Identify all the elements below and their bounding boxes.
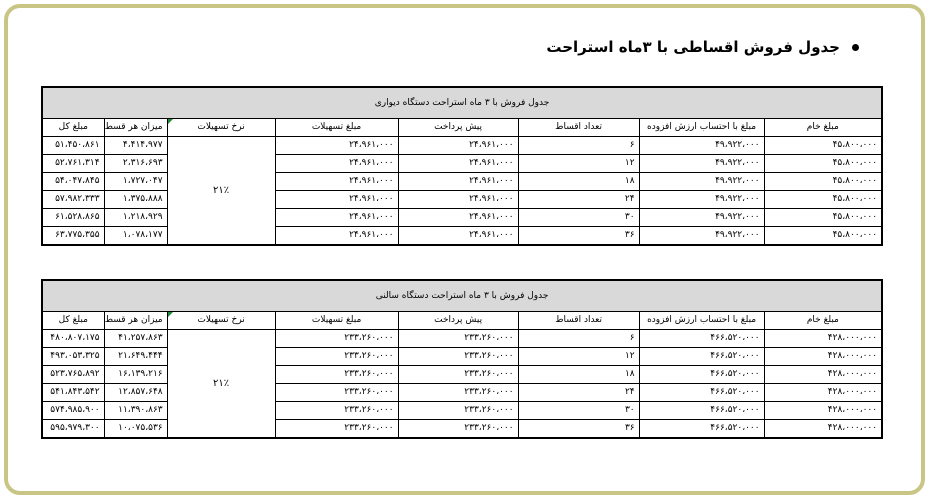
cell-down-payment: ۲۴،۹۶۱،۰۰۰ xyxy=(398,173,518,191)
cell-total-amount: ۵۷۴،۹۸۵،۹۰۰ xyxy=(42,402,104,420)
col-header-total-amount: مبلغ کل xyxy=(42,312,104,330)
cell-installment-amount: ۴۱،۲۵۷،۸۶۳ xyxy=(104,330,167,348)
cell-installment-amount: ۱۱،۳۹۰،۸۶۳ xyxy=(104,402,167,420)
cell-installment-count: ۲۴ xyxy=(518,384,639,402)
cell-loan-amount: ۲۴،۹۶۱،۰۰۰ xyxy=(275,227,398,246)
installment-table-wall-unit xyxy=(41,86,881,246)
page-heading xyxy=(546,38,859,56)
col-header-loan-rate: نرخ تسهیلات xyxy=(167,119,275,137)
cell-price-with-vat: ۴۶۶،۵۲۰،۰۰۰ xyxy=(639,402,764,420)
col-header-loan-amount: مبلغ تسهیلات xyxy=(275,312,398,330)
cell-total-amount: ۶۳،۷۷۵،۳۵۵ xyxy=(42,227,104,246)
cell-price-with-vat: ۴۹،۹۲۲،۰۰۰ xyxy=(639,137,764,155)
cell-down-payment: ۲۴،۹۶۱،۰۰۰ xyxy=(398,209,518,227)
col-header-loan-rate: نرخ تسهیلات xyxy=(167,312,275,330)
cell-installment-amount: ۱۰،۰۷۵،۵۳۶ xyxy=(104,420,167,439)
cell-installment-amount: ۱،۳۷۵،۸۸۸ xyxy=(104,191,167,209)
cell-installment-count: ۱۸ xyxy=(518,366,639,384)
cell-raw-price: ۴۲۸،۰۰۰،۰۰۰ xyxy=(764,366,882,384)
cell-installment-amount: ۴،۴۱۴،۹۷۷ xyxy=(104,137,167,155)
cell-total-amount: ۵۲،۷۶۱،۳۱۴ xyxy=(42,155,104,173)
header-row xyxy=(42,119,882,137)
cell-installment-count: ۳۰ xyxy=(518,402,639,420)
cell-raw-price: ۴۲۸،۰۰۰،۰۰۰ xyxy=(764,330,882,348)
cell-total-amount: ۵۴۱،۸۴۳،۵۴۲ xyxy=(42,384,104,402)
cell-loan-amount: ۲۳۳،۲۶۰،۰۰۰ xyxy=(275,366,398,384)
cell-installment-amount: ۲۱،۶۴۹،۴۴۴ xyxy=(104,348,167,366)
installment-table-hall-unit xyxy=(41,279,881,439)
table-title: جدول فروش با ۳ ماه استراحت دستگاه دیواری xyxy=(42,87,882,119)
cell-raw-price: ۴۲۸،۰۰۰،۰۰۰ xyxy=(764,402,882,420)
cell-loan-amount: ۲۳۳،۲۶۰،۰۰۰ xyxy=(275,330,398,348)
cell-raw-price: ۴۵،۸۰۰،۰۰۰ xyxy=(764,191,882,209)
cell-loan-amount: ۲۳۳،۲۶۰،۰۰۰ xyxy=(275,402,398,420)
cell-raw-price: ۴۲۸،۰۰۰،۰۰۰ xyxy=(764,348,882,366)
cell-down-payment: ۲۳۳،۲۶۰،۰۰۰ xyxy=(398,330,518,348)
cell-raw-price: ۴۵،۸۰۰،۰۰۰ xyxy=(764,209,882,227)
cell-price-with-vat: ۴۹،۹۲۲،۰۰۰ xyxy=(639,209,764,227)
col-header-price-with-vat: مبلغ با احتساب ارزش افزوده xyxy=(639,119,764,137)
cell-raw-price: ۴۵،۸۰۰،۰۰۰ xyxy=(764,173,882,191)
cell-installment-count: ۶ xyxy=(518,330,639,348)
col-header-raw-price: مبلغ خام xyxy=(764,312,882,330)
table-row xyxy=(42,137,882,155)
cell-down-payment: ۲۳۳،۲۶۰،۰۰۰ xyxy=(398,348,518,366)
cell-raw-price: ۴۵،۸۰۰،۰۰۰ xyxy=(764,227,882,246)
cell-down-payment: ۲۳۳،۲۶۰،۰۰۰ xyxy=(398,420,518,439)
cell-price-with-vat: ۴۶۶،۵۲۰،۰۰۰ xyxy=(639,366,764,384)
cell-down-payment: ۲۳۳،۲۶۰،۰۰۰ xyxy=(398,366,518,384)
cell-total-amount: ۴۹۳،۰۵۳،۳۲۵ xyxy=(42,348,104,366)
cell-installment-count: ۳۰ xyxy=(518,209,639,227)
cell-raw-price: ۴۲۸،۰۰۰،۰۰۰ xyxy=(764,384,882,402)
cell-loan-amount: ۲۴،۹۶۱،۰۰۰ xyxy=(275,137,398,155)
table-wall xyxy=(41,86,883,246)
cell-installment-amount: ۱،۰۷۸،۱۷۷ xyxy=(104,227,167,246)
cell-loan-amount: ۲۳۳،۲۶۰،۰۰۰ xyxy=(275,420,398,439)
cell-down-payment: ۲۴،۹۶۱،۰۰۰ xyxy=(398,227,518,246)
cell-down-payment: ۲۳۳،۲۶۰،۰۰۰ xyxy=(398,402,518,420)
cell-loan-rate: ۲۱٪ xyxy=(167,330,275,439)
col-header-down-payment: پیش پرداخت xyxy=(398,119,518,137)
cell-loan-amount: ۲۴،۹۶۱،۰۰۰ xyxy=(275,173,398,191)
cell-price-with-vat: ۴۹،۹۲۲،۰۰۰ xyxy=(639,155,764,173)
cell-installment-amount: ۱،۷۲۷،۰۴۷ xyxy=(104,173,167,191)
cell-installment-count: ۱۲ xyxy=(518,348,639,366)
cell-total-amount: ۵۹۵،۹۷۹،۳۰۰ xyxy=(42,420,104,439)
col-header-down-payment: پیش پرداخت xyxy=(398,312,518,330)
cell-installment-count: ۳۶ xyxy=(518,227,639,246)
cell-down-payment: ۲۴،۹۶۱،۰۰۰ xyxy=(398,137,518,155)
comment-marker-icon xyxy=(168,312,173,317)
col-header-installment-amount: میزان هر قسط xyxy=(104,119,167,137)
comment-marker-icon xyxy=(168,119,173,124)
cell-installment-amount: ۱۶،۱۳۹،۲۱۶ xyxy=(104,366,167,384)
cell-price-with-vat: ۴۹،۹۲۲،۰۰۰ xyxy=(639,191,764,209)
cell-price-with-vat: ۴۶۶،۵۲۰،۰۰۰ xyxy=(639,420,764,439)
cell-total-amount: ۵۲۳،۷۶۵،۸۹۲ xyxy=(42,366,104,384)
header-row xyxy=(42,312,882,330)
cell-installment-amount: ۱،۲۱۸،۹۲۹ xyxy=(104,209,167,227)
cell-raw-price: ۴۵،۸۰۰،۰۰۰ xyxy=(764,137,882,155)
cell-down-payment: ۲۴،۹۶۱،۰۰۰ xyxy=(398,191,518,209)
cell-loan-amount: ۲۴،۹۶۱،۰۰۰ xyxy=(275,191,398,209)
cell-price-with-vat: ۴۹،۹۲۲،۰۰۰ xyxy=(639,173,764,191)
page-heading-text: جدول فروش اقساطی با ۳ماه استراحت xyxy=(546,38,840,56)
cell-installment-amount: ۱۲،۸۵۷،۶۴۸ xyxy=(104,384,167,402)
cell-total-amount: ۵۴،۰۴۷،۸۴۵ xyxy=(42,173,104,191)
col-header-raw-price: مبلغ خام xyxy=(764,119,882,137)
cell-total-amount: ۴۸۰،۸۰۷،۱۷۵ xyxy=(42,330,104,348)
bullet-icon xyxy=(852,44,859,51)
cell-loan-amount: ۲۴،۹۶۱،۰۰۰ xyxy=(275,155,398,173)
col-header-total-amount: مبلغ کل xyxy=(42,119,104,137)
col-header-price-with-vat: مبلغ با احتساب ارزش افزوده xyxy=(639,312,764,330)
cell-installment-count: ۱۲ xyxy=(518,155,639,173)
cell-price-with-vat: ۴۶۶،۵۲۰،۰۰۰ xyxy=(639,348,764,366)
cell-total-amount: ۵۷،۹۸۲،۳۳۳ xyxy=(42,191,104,209)
cell-price-with-vat: ۴۶۶،۵۲۰،۰۰۰ xyxy=(639,384,764,402)
cell-price-with-vat: ۴۶۶،۵۲۰،۰۰۰ xyxy=(639,330,764,348)
col-header-installment-count: تعداد اقساط xyxy=(518,119,639,137)
cell-installment-count: ۱۸ xyxy=(518,173,639,191)
cell-loan-amount: ۲۴،۹۶۱،۰۰۰ xyxy=(275,209,398,227)
table-row xyxy=(42,330,882,348)
cell-installment-count: ۳۶ xyxy=(518,420,639,439)
col-header-installment-count: تعداد اقساط xyxy=(518,312,639,330)
table-hall xyxy=(41,279,883,439)
cell-down-payment: ۲۴،۹۶۱،۰۰۰ xyxy=(398,155,518,173)
cell-total-amount: ۵۱،۴۵۰،۸۶۱ xyxy=(42,137,104,155)
table-title: جدول فروش با ۳ ماه استراحت دستگاه سالنی xyxy=(42,280,882,312)
cell-total-amount: ۶۱،۵۲۸،۸۶۵ xyxy=(42,209,104,227)
cell-raw-price: ۴۲۸،۰۰۰،۰۰۰ xyxy=(764,420,882,439)
cell-installment-count: ۲۴ xyxy=(518,191,639,209)
cell-loan-amount: ۲۳۳،۲۶۰،۰۰۰ xyxy=(275,348,398,366)
cell-installment-amount: ۲،۳۱۶،۶۹۳ xyxy=(104,155,167,173)
cell-price-with-vat: ۴۹،۹۲۲،۰۰۰ xyxy=(639,227,764,246)
cell-loan-amount: ۲۳۳،۲۶۰،۰۰۰ xyxy=(275,384,398,402)
cell-raw-price: ۴۵،۸۰۰،۰۰۰ xyxy=(764,155,882,173)
cell-installment-count: ۶ xyxy=(518,137,639,155)
col-header-loan-amount: مبلغ تسهیلات xyxy=(275,119,398,137)
cell-loan-rate: ۲۱٪ xyxy=(167,137,275,246)
col-header-installment-amount: میزان هر قسط xyxy=(104,312,167,330)
cell-down-payment: ۲۳۳،۲۶۰،۰۰۰ xyxy=(398,384,518,402)
